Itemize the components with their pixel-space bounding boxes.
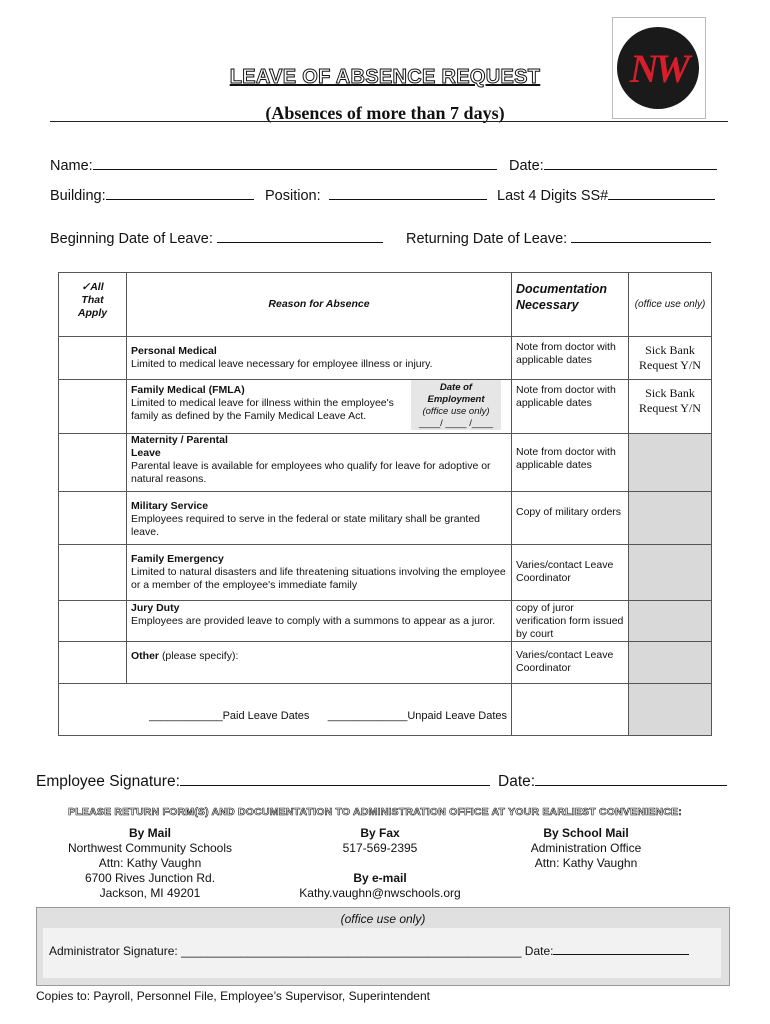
sick-bank-request-1[interactable]: Sick Bank Request Y/N [629,337,712,380]
reason-other[interactable]: Other (please specify): [127,642,512,684]
office-use-header: (office use only) [629,273,712,337]
school-logo [612,17,706,119]
doc-family-medical: Note from doctor with applicable dates [512,380,629,434]
office-cell [629,642,712,684]
reason-family-emergency: Family Emergency Limited to natural disasters and life threatening situations involving the employee or a member of the employee's immediate family [127,545,512,601]
office-cell [629,601,712,642]
employee-signature-field[interactable]: Employee Signature: [36,771,490,791]
leave-dates-row [59,684,512,736]
office-cell [629,545,712,601]
all-that-apply-header: ✓All That Apply [59,273,127,337]
row-checkbox[interactable] [59,492,127,545]
building-field[interactable]: Building: [50,185,254,204]
date-field[interactable]: Date: [509,155,717,174]
documentation-header: Documentation Necessary [512,273,629,337]
paid-leave-dates[interactable]: ____________Paid Leave Dates [149,710,310,722]
sick-bank-request-2[interactable]: Sick Bank Request Y/N [629,380,712,434]
doc-military: Copy of military orders [512,492,629,545]
reason-table [58,272,712,736]
form-title: LEAVE OF ABSENCE REQUEST [229,66,541,88]
row-checkbox[interactable] [59,601,127,642]
email-link[interactable]: Kathy.vaughn@nwschools.org [299,886,461,900]
doc-personal-medical: Note from doctor with applicable dates [512,337,629,380]
row-checkbox[interactable] [59,337,127,380]
by-school-mail: By School Mail Administration Office Attn: Kathy Vaughn [530,826,642,870]
office-cell [629,434,712,492]
doc-family-emergency: Varies/contact Leave Coordinator [512,545,629,601]
reason-family-medical: Family Medical (FMLA) Limited to medical leave for illness within the employee's family as defined by the Family Medical Leave Act. [127,380,512,434]
logo-emblem-icon: NW [617,27,699,109]
row-checkbox[interactable] [59,642,127,684]
office-cell [629,492,712,545]
form-subtitle: (Absences of more than 7 days) [265,103,505,123]
date-of-employment-box[interactable]: Date of Employment (office use only) ____/ ____ /____ [411,380,501,430]
name-field[interactable]: Name: [50,155,497,174]
position-field[interactable]: Position: [265,185,487,204]
reason-header: Reason for Absence [127,273,512,337]
copies-note: Copies to: Payroll, Personnel File, Employee’s Supervisor, Superintendent [36,989,430,1003]
unpaid-leave-dates[interactable]: _____________Unpaid Leave Dates [327,710,507,722]
doc-other: Varies/contact Leave Coordinator [512,642,629,684]
doc-cell-empty [512,684,629,736]
by-mail: By Mail Northwest Community Schools Attn: Kathy Vaughn 6700 Rives Junction Rd. Jackson, MI 49201 [67,826,233,900]
reason-maternity: Maternity / Parental Leave Parental leave is available for employees who qualify for leave for adoptive or natural reasons. [127,434,512,492]
title-divider [50,121,728,122]
reason-military: Military Service Employees required to serve in the federal or state military shall be granted leave. [127,492,512,545]
row-checkbox[interactable] [59,545,127,601]
reason-personal-medical: Personal Medical Limited to medical leave necessary for employee illness or injury. [127,337,512,380]
row-checkbox[interactable] [59,434,127,492]
ss-field[interactable]: Last 4 Digits SS# [497,185,715,204]
begin-date-field[interactable]: Beginning Date of Leave: [50,228,383,247]
by-fax: By Fax 517-569-2395 By e-mail Kathy.vaughn@nwschools.org [280,826,480,901]
row-checkbox[interactable] [59,380,127,434]
admin-signature-field[interactable]: Administrator Signature: ___________________________________________________ Date: [49,943,689,958]
reason-jury-duty: Jury Duty Employees are provided leave to comply with a summons to appear as a juror. [127,601,512,642]
return-date-field[interactable]: Returning Date of Leave: [406,228,711,247]
employee-signature-date[interactable]: Date: [498,771,727,791]
return-notice: PLEASE RETURN FORM(S) AND DOCUMENTATION TO ADMINISTRATION OFFICE AT YOUR EARLIEST CONVENIENCE: [68,806,682,818]
doc-maternity: Note from doctor with applicable dates [512,434,629,492]
office-use-panel: (office use only) Administrator Signature: ___________________________________________________ Date: [36,907,730,986]
doc-jury-duty: copy of juror verification form issued by court [512,601,629,642]
office-cell [629,684,712,736]
